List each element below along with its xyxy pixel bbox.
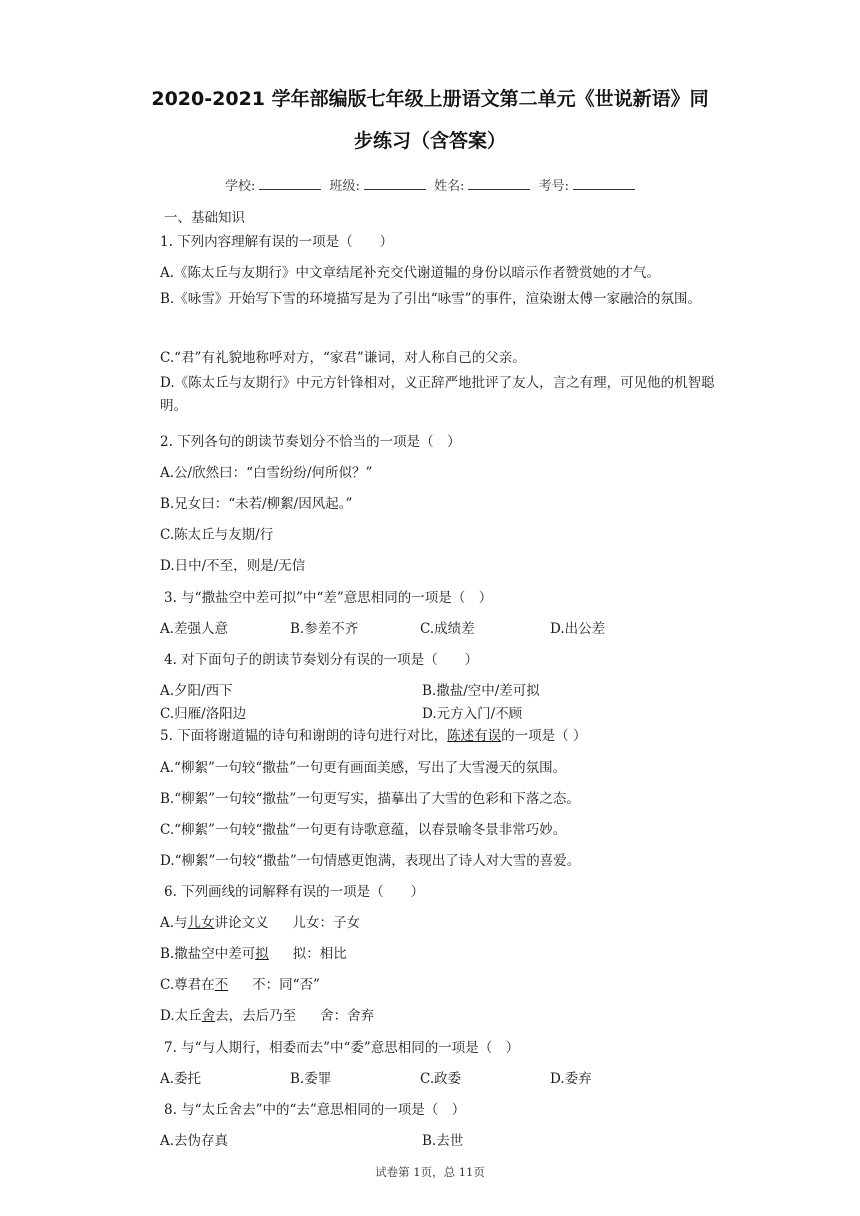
q6-option-a (160, 911, 360, 931)
q5-stem (160, 724, 586, 744)
q2-option-d: D.日中/不至，则是/无信 (160, 558, 306, 574)
q4-stem: 4. 对下面句子的朗读节奏划分有误的一项是（ ） (164, 652, 479, 668)
q6-b-underlined: 拟 (255, 946, 269, 962)
q8-option-a: A.去伪存真 (160, 1133, 229, 1149)
q2-option-c: C.陈太丘与友期/行 (160, 527, 274, 543)
q4-option-c: C.归雁/洛阳边 (160, 706, 247, 722)
q7-option-a: A.委托 (160, 1071, 202, 1087)
class-label: 班级: (329, 179, 360, 194)
q6-option-b (160, 942, 347, 962)
q6-d-explanation: 舍：舍弃 (320, 1008, 375, 1024)
q6-c-text: C.尊君在 (160, 977, 215, 993)
q1-option-c: C.“君”有礼貌地称呼对方，“家君”谦词，对人称自己的父亲。 (160, 350, 526, 366)
q1-option-a: A.《陈太丘与友期行》中文章结尾补充交代谢道韫的身份以暗示作者赞赏她的才气。 (160, 265, 661, 281)
q5-stem-text: 5. 下面将谢道韫的诗句和谢朗的诗句进行对比， (160, 728, 448, 744)
section-heading: 一、基础知识 (164, 210, 245, 226)
q4-option-b: B.撒盐/空中/差可拟 (422, 683, 540, 699)
name-blank (468, 178, 530, 190)
exam-no-label: 考号: (538, 179, 569, 194)
q1-option-d: D.《陈太丘与友期行》中元方针锋相对，义正辞严地批评了友人，言之有理，可见他的机智聪明。 (160, 375, 715, 414)
q5-option-a: A.“柳絮”一句较“撒盐”一句更有画面美感，写出了大雪漫天的氛围。 (160, 760, 567, 776)
exam-no-blank (573, 178, 635, 190)
q6-b-explanation: 拟：相比 (292, 946, 347, 962)
q7-option-c: C.政委 (420, 1071, 462, 1087)
doc-title-line2: 步练习（含答案） (353, 130, 506, 152)
school-label: 学校: (225, 179, 256, 194)
q6-b-text: B.撒盐空中差可 (160, 946, 256, 962)
school-blank (259, 178, 321, 190)
q5-option-d: D.“柳絮”一句较“撒盐”一句情感更饱满，表现出了诗人对大雪的喜爱。 (160, 853, 581, 869)
q8-option-b: B.去世 (422, 1133, 464, 1149)
q5-stem-end: 的一项是（ ） (501, 728, 587, 744)
q5-option-c: C.“柳絮”一句较“撒盐”一句更有诗歌意蕴，以春景喻冬景非常巧妙。 (160, 822, 567, 838)
q4-option-a: A.夕阳/西下 (160, 683, 233, 699)
q6-c-explanation: 不：同“否” (252, 977, 320, 993)
q2-option-a: A.公/欣然曰：“白雪纷纷/何所似？” (160, 465, 373, 481)
q6-stem: 6. 下列画线的词解释有误的一项是（ ） (164, 884, 425, 900)
q3-option-b: B.参差不齐 (290, 621, 359, 637)
q3-stem: 3. 与“撒盐空中差可拟”中“差”意思相同的一项是（ ） (164, 590, 493, 606)
q6-d-underlined: 舍 (201, 1008, 216, 1024)
q5-stem-underlined: 陈述有误 (447, 728, 502, 744)
q6-a-text-end: 讲论文义 (214, 915, 269, 931)
q6-a-explanation: 儿女：子女 (292, 915, 361, 931)
q6-option-c (160, 973, 320, 993)
q7-option-b: B.委罪 (290, 1071, 332, 1087)
q3-option-c: C.成绩差 (420, 621, 475, 637)
class-blank (364, 178, 426, 190)
q6-a-underlined: 儿女 (187, 915, 215, 931)
q4-options-row1 (160, 679, 684, 699)
q7-options (160, 1067, 680, 1087)
q6-a-text: A.与 (160, 915, 188, 931)
q3-option-d: D.出公差 (550, 621, 606, 637)
q1-stem: 1. 下列内容理解有误的一项是（ ） (160, 234, 394, 250)
q2-option-b: B.兄女曰：“未若/柳絮/因风起。” (160, 496, 353, 512)
q7-stem: 7. 与“与人期行，相委而去”中“委”意思相同的一项是（ ） (164, 1040, 520, 1056)
q4-options-row2 (160, 702, 684, 722)
q8-stem: 8. 与“太丘舍去”中的“去”意思相同的一项是（ ） (164, 1102, 466, 1118)
doc-title-line1: 2020-2021 学年部编版七年级上册语文第二单元《世说新语》同 (151, 88, 709, 110)
q2-stem: 2. 下列各句的朗读节奏划分不恰当的一项是（ ） (160, 434, 461, 450)
q7-option-d: D.委弃 (550, 1071, 592, 1087)
q5-option-b: B.“柳絮”一句较“撒盐”一句更写实，描摹出了大雪的色彩和下落之态。 (160, 791, 580, 807)
student-info-row (0, 175, 860, 194)
q6-option-d (160, 1004, 374, 1024)
q8-options (160, 1129, 684, 1149)
q4-option-d: D.元方入门/不顾 (422, 706, 523, 722)
q6-d-text-end: 去，去后乃至 (215, 1008, 297, 1024)
q6-c-underlined: 不 (214, 977, 229, 993)
q3-options (160, 617, 680, 637)
q6-d-text: D.太丘 (160, 1008, 202, 1024)
name-label: 姓名: (434, 179, 465, 194)
page-footer: 试卷第 1页，总 11页 (375, 1165, 485, 1179)
q3-option-a: A.差强人意 (160, 621, 229, 637)
q1-option-b: B.《咏雪》开始写下雪的环境描写是为了引出“咏雪”的事件，渲染谢太傅一家融洽的氛围。 (160, 291, 702, 307)
